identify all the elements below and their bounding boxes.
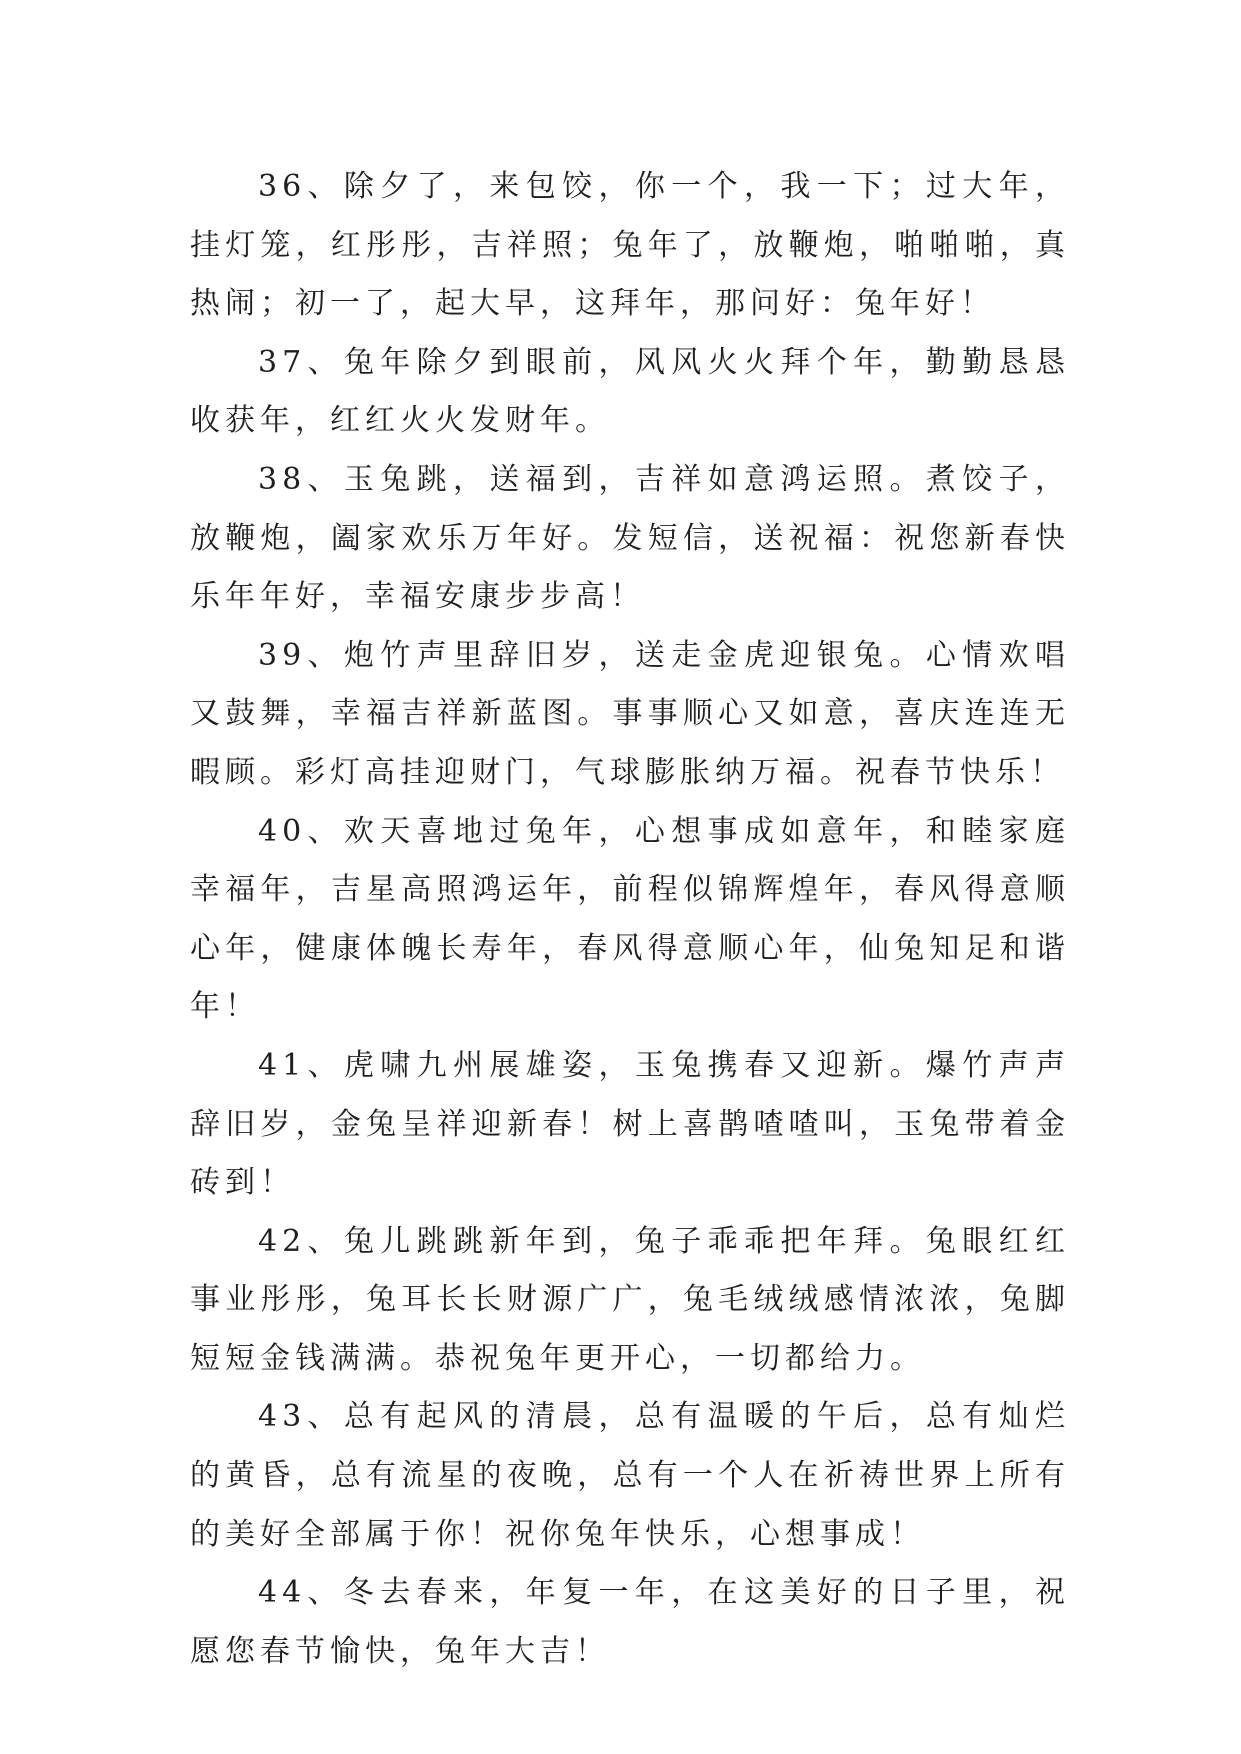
- paragraph-42: 42、兔儿跳跳新年到，兔子乖乖把年拜。兔眼红红事业彤彤，兔耳长长财源广广，兔毛绒绒感情浓浓，兔脚短短金钱满满。恭祝兔年更开心，一切都给力。: [190, 1223, 1070, 1376]
- paragraph-38: 38、玉兔跳，送福到，吉祥如意鸿运照。煮饺子，放鞭炮，阖家欢乐万年好。发短信，送祝福：祝您新春快乐年年好，幸福安康步步高！: [190, 461, 1070, 615]
- paragraph-41: 41、虎啸九州展雄姿，玉兔携春又迎新。爆竹声声辞旧岁，金兔呈祥迎新春！树上喜鹊喳喳叫，玉兔带着金砖到！: [190, 1047, 1070, 1201]
- document-body: [190, 158, 1070, 1681]
- paragraph-36: 36、除夕了，来包饺，你一个，我一下；过大年，挂灯笼，红彤彤，吉祥照；兔年了，放鞭炮，啪啪啪，真热闹；初一了，起大早，这拜年，那问好：兔年好！: [190, 169, 1070, 322]
- paragraph-40: 40、欢天喜地过兔年，心想事成如意年，和睦家庭幸福年，吉星高照鸿运年，前程似锦辉煌年，春风得意顺心年，健康体魄长寿年，春风得意顺心年，仙兔知足和谐年！: [190, 813, 1070, 1025]
- paragraph-44: 44、冬去春来，年复一年，在这美好的日子里，祝愿您春节愉快，兔年大吉！: [190, 1575, 1070, 1669]
- paragraph-39: 39、炮竹声里辞旧岁，送走金虎迎银兔。心情欢唱又鼓舞，幸福吉祥新蓝图。事事顺心又如意，喜庆连连无暇顾。彩灯高挂迎财门，气球膨胀纳万福。祝春节快乐！: [190, 637, 1070, 790]
- paragraph-37: 37、兔年除夕到眼前，风风火火拜个年，勤勤恳恳收获年，红红火火发财年。: [190, 344, 1070, 439]
- paragraph-43: 43、总有起风的清晨，总有温暖的午后，总有灿烂的黄昏，总有流星的夜晚，总有一个人在祈祷世界上所有的美好全部属于你！祝你兔年快乐，心想事成！: [190, 1399, 1070, 1552]
